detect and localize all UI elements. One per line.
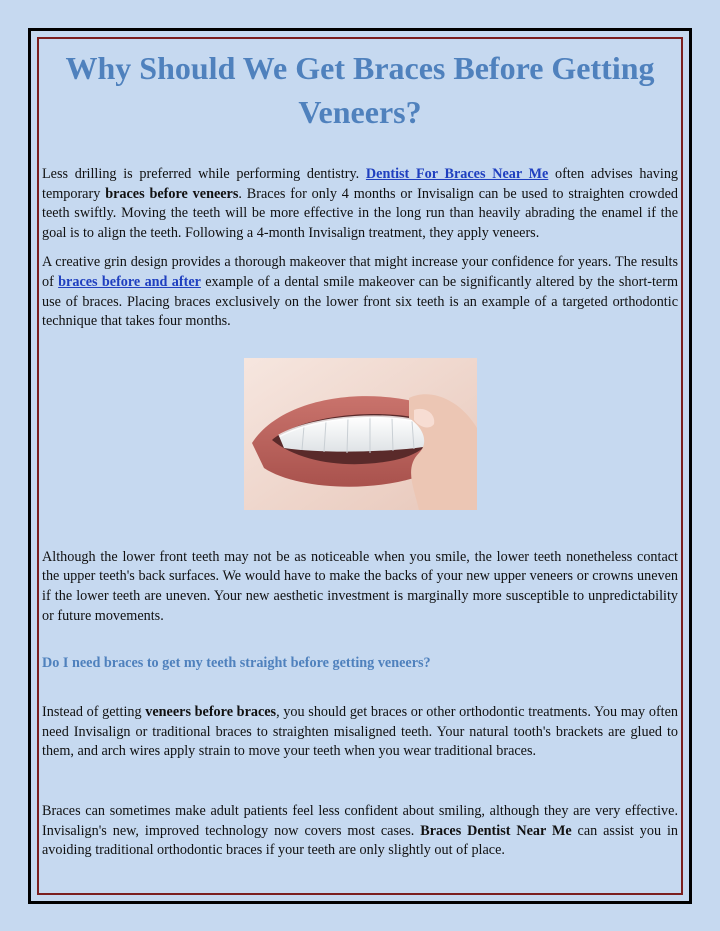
paragraph-5-text-a: Braces can sometimes make adult patients feel less confident about smiling, although they are very effective. Invisalign's new, improved technology now covers most cases. [42,802,678,839]
clear-aligner-smile-image [244,358,477,510]
paragraph-2 [42,253,678,331]
paragraph-5 [42,802,678,861]
paragraph-1 [42,165,678,243]
document-page [42,46,678,861]
smile-illustration [244,358,477,510]
paragraph-4-text-b: , you should get braces or other orthodontic treatments. You may often need Invisalign or traditional braces to straighten misaligned teeth. Your natural tooth's brackets are glued to them, and arch wires apply strain to move your teeth when you wear traditional braces. [42,704,678,760]
paragraph-2-text-b: example of a dental smile makeover can be significantly altered by the short-term use of braces. Placing braces exclusively on the lower front six teeth is an example of a targeted orthodontic technique that takes four months. [42,273,678,330]
braces-dentist-near-me-bold: Braces Dentist Near Me [420,822,572,839]
paragraph-2-text-a: A creative grin design provides a thorough makeover that might increase your confidence for years. The results of [42,254,678,290]
paragraph-1-text-c: . Braces for only 4 months or Invisalign can be used to straighten crowded teeth swiftly. Moving the teeth will be more effective in the long run than heavily abrading the enamel if the goal is to align the teeth. Following a 4-month Invisalign treatment, they apply veneers. [42,185,678,241]
veneers-before-braces-bold: veneers before braces [145,704,277,721]
page-title: Why Should We Get Braces Before Getting Veneers? [65,50,655,130]
paragraph-5-text-b: can assist you in avoiding traditional orthodontic braces if your teeth are only slightly out of place. [42,822,678,859]
braces-before-after-link[interactable]: braces before and after [58,273,201,290]
paragraph-1-text-a: Less drilling is preferred while performing dentistry. [42,166,366,182]
braces-before-veneers-bold: braces before veneers [105,185,239,202]
paragraph-4 [42,703,678,762]
paragraph-1-text-b: often advises having temporary [42,166,679,202]
paragraph-4-text-a: Instead of getting [42,704,146,721]
photo-container [42,358,678,510]
paragraph-3: Although the lower front teeth may not be as noticeable when you smile, the lower teeth nonetheless contact the upper teeth's back surfaces. We would have to make the backs of your new upper veneers or crowns uneven if the lower teeth are uneven. Your new aesthetic investment is marginally more susceptible to unpredictability or future movements. [42,548,678,624]
section-subheading: Do I need braces to get my teeth straight before getting veneers? [42,655,431,672]
dentist-for-braces-link[interactable]: Dentist For Braces Near Me [365,166,549,182]
